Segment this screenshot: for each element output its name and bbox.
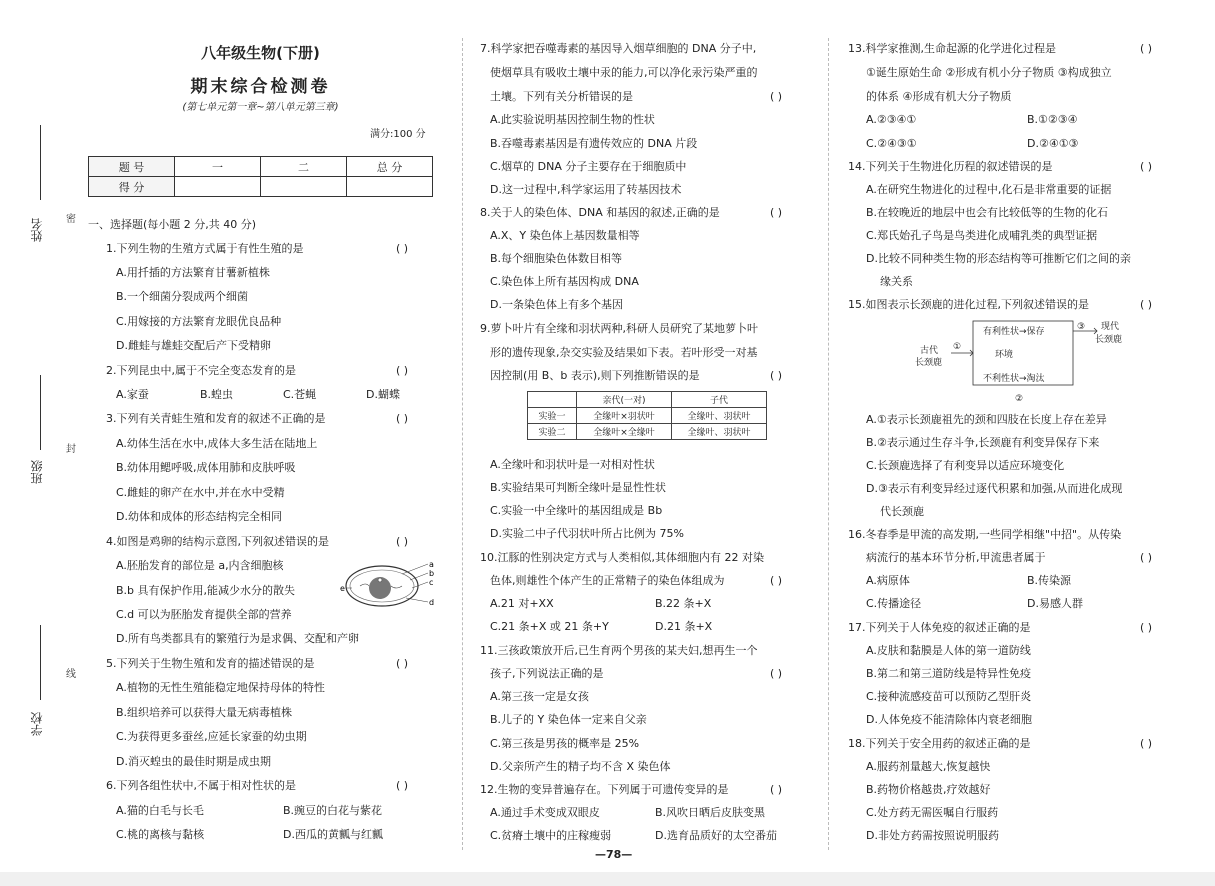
score-input-cell[interactable]	[175, 177, 261, 197]
option-10d: D.21 条+X	[655, 620, 713, 633]
question-3: 3.下列有关青蛙生殖和发育的叙述不正确的是	[106, 412, 326, 425]
diagram-marker-3: ③	[1077, 322, 1086, 332]
score-input-cell[interactable]	[261, 177, 347, 197]
answer-blank-11[interactable]: ( )	[770, 667, 783, 680]
question-11-line1: 11.三孩政策放开后,已生育两个男孩的某夫妇,想再生一个	[480, 644, 758, 657]
option-14a: A.在研究生物进化的过程中,化石是非常重要的证据	[866, 183, 1112, 196]
option-4b: B.b 具有保护作用,能减少水分的散失	[116, 584, 296, 597]
exam-title: 期末综合检测卷	[190, 77, 331, 97]
answer-blank-12[interactable]: ( )	[770, 783, 783, 796]
question-17: 17.下列关于人体免疫的叙述正确的是	[848, 621, 1031, 634]
option-17a: A.皮肤和黏膜是人体的第一道防线	[866, 644, 1031, 657]
question-1: 1.下列生物的生殖方式属于有性生殖的是	[106, 242, 304, 255]
option-10c: C.21 条+X 或 21 条+Y	[490, 620, 609, 633]
answer-blank-15[interactable]: ( )	[1140, 298, 1153, 311]
option-15d-line1: D.③表示有利变异经过逐代积累和加强,从而进化成现	[866, 482, 1123, 495]
question-4: 4.如图是鸡卵的结构示意图,下列叙述错误的是	[106, 535, 329, 548]
option-5a: A.植物的无性生殖能稳定地保持母体的特性	[116, 681, 325, 694]
table-row	[528, 408, 767, 424]
score-header-cell: 总 分	[347, 157, 433, 177]
option-12a: A.通过手术变成双眼皮	[490, 806, 600, 819]
question-10-line1: 10.江豚的性别决定方式与人类相似,其体细胞内有 22 对染	[480, 551, 764, 564]
option-18a: A.服药剂量越大,恢复越快	[866, 760, 991, 773]
option-5b: B.组织培养可以获得大量无病毒植株	[116, 706, 293, 719]
answer-blank-8[interactable]: ( )	[770, 206, 783, 219]
option-1c: C.用嫁接的方法繁育龙眼优良品种	[116, 315, 282, 328]
seal-char-xian: 线	[66, 669, 76, 680]
option-3b: B.幼体用鳃呼吸,成体用肺和皮肤呼吸	[116, 461, 296, 474]
option-3d: D.幼体和成体的形态结构完全相同	[116, 510, 282, 523]
egg-label-e: e	[340, 584, 345, 593]
option-4c: C.d 可以为胚胎发育提供全部的营养	[116, 608, 292, 621]
table-cell: 全缘叶×羽状叶	[577, 408, 672, 424]
option-7b: B.吞噬毒素基因是有遗传效应的 DNA 片段	[490, 137, 698, 150]
option-1a: A.用扦插的方法繁育甘薯新植株	[116, 266, 270, 279]
option-2b: B.蝗虫	[200, 388, 234, 401]
option-5d: D.消灭蝗虫的最佳时期是成虫期	[116, 755, 271, 768]
option-6a: A.猫的白毛与长毛	[116, 804, 204, 817]
option-10a: A.21 对+XX	[490, 597, 554, 610]
answer-blank-6[interactable]: ( )	[396, 779, 409, 792]
question-8: 8.关于人的染色体、DNA 和基因的叙述,正确的是	[480, 206, 720, 219]
answer-blank-5[interactable]: ( )	[396, 657, 409, 670]
exam-grade-title: 八年级生物(下册)	[201, 44, 320, 62]
option-10b: B.22 条+X	[655, 597, 712, 610]
option-12b: B.风吹日晒后皮肤变黑	[655, 806, 766, 819]
option-17c: C.接种流感疫苗可以预防乙型肝炎	[866, 690, 1032, 703]
question-16-line2: 病流行的基本环节分析,甲流患者属于	[866, 551, 1046, 564]
table-cell: 子代	[672, 392, 767, 408]
option-13a: A.②③④①	[866, 113, 917, 126]
table-cell: 全缘叶×全缘叶	[577, 424, 672, 440]
question-7-line1: 7.科学家把吞噬毒素的基因导入烟草细胞的 DNA 分子中,	[480, 42, 757, 55]
column-divider	[462, 38, 463, 850]
egg-diagram	[340, 556, 440, 612]
question-12: 12.生物的变异普遍存在。下列属于可遗传变异的是	[480, 783, 729, 796]
question-9-line3: 因控制(用 B、b 表示),则下列推断错误的是	[490, 369, 700, 382]
option-14b: B.在较晚近的地层中也会有比较低等的生物的化石	[866, 206, 1109, 219]
option-9a: A.全缘叶和羽状叶是一对相对性状	[490, 458, 655, 471]
option-16c: C.传播途径	[866, 597, 922, 610]
diagram-keep: 有利性状→保存	[983, 327, 1045, 337]
option-15b: B.②表示通过生存斗争,长颈鹿有利变异保存下来	[866, 436, 1100, 449]
table-cell: 全缘叶、羽状叶	[672, 424, 767, 440]
score-input-cell[interactable]	[347, 177, 433, 197]
option-11a: A.第三孩一定是女孩	[490, 690, 589, 703]
option-16b: B.传染源	[1027, 574, 1072, 587]
answer-blank-1[interactable]: ( )	[396, 242, 409, 255]
option-2d: D.蝴蝶	[366, 388, 400, 401]
school-label: 学校	[30, 712, 44, 736]
option-3a: A.幼体生活在水中,成体大多生活在陆地上	[116, 437, 318, 450]
question-9-line2: 形的遗传现象,杂交实验及结果如下表。若叶形受一对基	[490, 346, 758, 359]
bottom-bar	[0, 872, 1215, 886]
answer-blank-3[interactable]: ( )	[396, 412, 409, 425]
option-3c: C.雌蛙的卵产在水中,并在水中受精	[116, 486, 285, 499]
question-18: 18.下列关于安全用药的叙述正确的是	[848, 737, 1031, 750]
option-17b: B.第二和第三道防线是特异性免疫	[866, 667, 1032, 680]
giraffe-evolution-diagram	[905, 315, 1175, 407]
name-label: 姓名	[30, 218, 44, 242]
cross-experiment-table	[527, 391, 767, 440]
option-6c: C.桃的离核与黏核	[116, 828, 205, 841]
question-16-line1: 16.冬春季是甲流的高发期,一些同学相继"中招"。从传染	[848, 528, 1122, 541]
answer-blank-18[interactable]: ( )	[1140, 737, 1153, 750]
diagram-modern: 现代	[1101, 322, 1120, 332]
diagram-lose: 不利性状→淘汰	[983, 374, 1045, 384]
table-cell: 亲代(一对)	[577, 392, 672, 408]
answer-blank-17[interactable]: ( )	[1140, 621, 1153, 634]
score-table-row	[89, 157, 433, 177]
score-label-cell: 得 分	[89, 177, 175, 197]
option-14d-line2: 缘关系	[880, 275, 913, 288]
option-6d: D.西瓜的黄瓤与红瓤	[283, 828, 383, 841]
answer-blank-7[interactable]: ( )	[770, 90, 783, 103]
option-8b: B.每个细胞染色体数目相等	[490, 252, 623, 265]
name-line	[40, 125, 41, 200]
option-8a: A.X、Y 染色体上基因数量相等	[490, 229, 640, 242]
egg-label-b: b	[429, 569, 435, 578]
option-13d: D.②④①③	[1027, 137, 1079, 150]
option-7c: C.烟草的 DNA 分子主要存在于细胞质中	[490, 160, 687, 173]
question-13: 13.科学家推测,生命起源的化学进化过程是	[848, 42, 1056, 55]
question-13-items-2: 的体系 ④形成有机大分子物质	[866, 90, 1012, 103]
exam-scope: (第七单元第一章~第八单元第三章)	[182, 102, 339, 113]
section-heading: 一、选择题(每小题 2 分,共 40 分)	[88, 218, 257, 231]
score-header-cell: 二	[261, 157, 347, 177]
diagram-env: 环境	[995, 350, 1014, 360]
score-header-cell: 一	[175, 157, 261, 177]
class-label: 班级	[30, 460, 44, 484]
option-18d: D.非处方药需按照说明服药	[866, 829, 999, 842]
question-15: 15.如图表示长颈鹿的进化过程,下列叙述错误的是	[848, 298, 1089, 311]
option-9d: D.实验二中子代羽状叶所占比例为 75%	[490, 527, 684, 540]
question-10-line2: 色体,则雄性个体产生的正常精子的染色体组成为	[490, 574, 725, 587]
question-7-line3: 土壤。下列有关分析错误的是	[490, 90, 633, 103]
option-8d: D.一条染色体上有多个基因	[490, 298, 623, 311]
option-9b: B.实验结果可判断全缘叶是显性性状	[490, 481, 667, 494]
question-6: 6.下列各组性状中,不属于相对性状的是	[106, 779, 296, 792]
table-cell: 实验一	[528, 408, 577, 424]
option-12d: D.选育品质好的太空番茄	[655, 829, 777, 842]
score-header-cell: 题 号	[89, 157, 175, 177]
table-cell: 全缘叶、羽状叶	[672, 408, 767, 424]
question-2: 2.下列昆虫中,属于不完全变态发育的是	[106, 364, 296, 377]
score-table	[88, 156, 433, 197]
page-number: —78—	[595, 848, 633, 861]
table-row	[528, 392, 767, 408]
answer-blank-13[interactable]: ( )	[1140, 42, 1153, 55]
option-14d-line1: D.比较不同种类生物的形态结构等可推断它们之间的亲	[866, 252, 1131, 265]
egg-label-c: c	[429, 578, 434, 587]
egg-label-a: a	[429, 560, 434, 569]
option-11c: C.第三孩是男孩的概率是 25%	[490, 737, 640, 750]
answer-blank-10[interactable]: ( )	[770, 574, 783, 587]
option-18c: C.处方药无需医嘱自行服药	[866, 806, 999, 819]
option-9c: C.实验一中全缘叶的基因组成是 Bb	[490, 504, 663, 517]
option-12c: C.贫瘠土壤中的庄稼瘦弱	[490, 829, 612, 842]
diagram-marker-1: ①	[953, 342, 962, 352]
option-1d: D.雌蛙与雄蛙交配后产下受精卵	[116, 339, 271, 352]
option-4d: D.所有鸟类都具有的繁殖行为是求偶、交配和产卵	[116, 632, 359, 645]
seal-char-feng: 封	[66, 444, 76, 455]
diagram-modern-2: 长颈鹿	[1095, 335, 1123, 345]
option-18b: B.药物价格越贵,疗效越好	[866, 783, 991, 796]
option-13c: C.②④③①	[866, 137, 917, 150]
option-8c: C.染色体上所有基因构成 DNA	[490, 275, 639, 288]
option-15a: A.①表示长颈鹿祖先的颈和四肢在长度上存在差异	[866, 413, 1107, 426]
full-score: 满分:100 分	[370, 129, 426, 140]
option-7d: D.这一过程中,科学家运用了转基因技术	[490, 183, 682, 196]
option-14c: C.郑氏始孔子鸟是鸟类进化成哺乳类的典型证据	[866, 229, 1098, 242]
table-cell	[528, 392, 577, 408]
option-4a: A.胚胎发育的部位是 a,内含细胞核	[116, 559, 284, 572]
binding-strip	[0, 0, 80, 886]
option-11d: D.父亲所产生的精子均不含 X 染色体	[490, 760, 671, 773]
answer-blank-2[interactable]: ( )	[396, 364, 409, 377]
question-14: 14.下列关于生物进化历程的叙述错误的是	[848, 160, 1053, 173]
question-11-line2: 孩子,下列说法正确的是	[490, 667, 604, 680]
question-5: 5.下列关于生物生殖和发育的描述错误的是	[106, 657, 315, 670]
option-7a: A.此实验说明基因控制生物的性状	[490, 113, 655, 126]
option-2c: C.苍蝇	[283, 388, 317, 401]
table-cell: 实验二	[528, 424, 577, 440]
egg-label-d: d	[429, 598, 435, 607]
diagram-ancestor: 古代	[920, 346, 939, 356]
option-5c: C.为获得更多蚕丝,应延长家蚕的幼虫期	[116, 730, 307, 743]
option-13b: B.①②③④	[1027, 113, 1078, 126]
option-16d: D.易感人群	[1027, 597, 1083, 610]
option-15d-line2: 代长颈鹿	[880, 505, 924, 518]
column-divider	[828, 38, 829, 850]
seal-char-mi: 密	[66, 214, 76, 225]
diagram-ancestor-2: 长颈鹿	[915, 358, 943, 368]
option-17d: D.人体免疫不能清除体内衰老细胞	[866, 713, 1032, 726]
school-line	[40, 625, 41, 700]
option-1b: B.一个细菌分裂成两个细菌	[116, 290, 249, 303]
table-row	[528, 424, 767, 440]
diagram-marker-2: ②	[1015, 394, 1024, 404]
question-9-line1: 9.萝卜叶片有全缘和羽状两种,科研人员研究了某地萝卜叶	[480, 322, 758, 335]
answer-blank-4[interactable]: ( )	[396, 535, 409, 548]
option-16a: A.病原体	[866, 574, 910, 587]
answer-blank-14[interactable]: ( )	[1140, 160, 1153, 173]
answer-blank-9[interactable]: ( )	[770, 369, 783, 382]
class-line	[40, 375, 41, 450]
option-6b: B.豌豆的白花与紫花	[283, 804, 383, 817]
question-7-line2: 使烟草具有吸收土壤中汞的能力,可以净化汞污染严重的	[490, 66, 758, 79]
option-2a: A.家蚕	[116, 388, 149, 401]
score-table-row	[89, 177, 433, 197]
option-11b: B.儿子的 Y 染色体一定来自父亲	[490, 713, 647, 726]
option-15c: C.长颈鹿选择了有利变异以适应环境变化	[866, 459, 1065, 472]
answer-blank-16[interactable]: ( )	[1140, 551, 1153, 564]
question-13-items-1: ①诞生原始生命 ②形成有机小分子物质 ③构成独立	[866, 66, 1112, 79]
